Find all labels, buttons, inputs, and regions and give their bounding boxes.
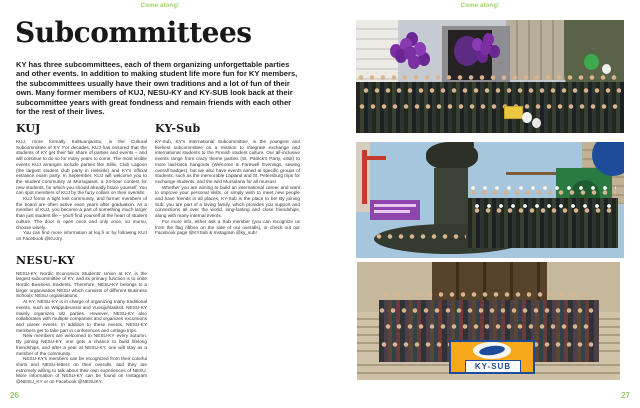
column-right	[155, 122, 300, 385]
text-columns	[16, 122, 300, 385]
paragraph: KUJ forms a tight knit community, and former members of the board are often active even years after graduation. As a member of KUJ, you become a part of something much larger than just student life – you'll find yourself at the heart of student culture. The door is open once and only once, so mursu, choose wisely.	[16, 196, 147, 230]
crowd-heads-row	[383, 292, 595, 299]
paragraph: NESU-KY, Nordic Economics Students' Union at KY, is the largest subcommittee of KY, and its primary function is to unite Nordic Business Students. Therefore, NESU-KY belongs to a larger organisation NESU which consists of different Business Schools' NESU organisations.	[16, 270, 147, 299]
kuj-crowd-photo	[356, 20, 624, 133]
crane-arm	[362, 156, 386, 160]
paragraph: KY-Sub, KY's International Subcommittee, is the youngest and liveliest subcommittee on a mission to integrate exchange and international students to the Finnish student culture. Our all-inclusive events range from crazy theme parties (St. Patrick's Party, sitsit) to more laid-back hangouts (Welcome & Farewell Evenings, sewing overall badges), but we also have events aimed at specific groups of students, such as the memorable Lapland and St. Petersburg trips for exchange students, and the wild Mursulana for all mursus!	[155, 139, 300, 184]
fountain-photo	[356, 142, 624, 258]
running-header: Come along!	[460, 3, 500, 9]
paragraph: You can find more information at kuj.fi or by following KUJ on Facebook @KUJry.	[16, 230, 147, 241]
purple-balloon-cluster	[404, 46, 416, 60]
section-heading-kuj: KUJ	[16, 122, 41, 135]
page-right	[320, 0, 640, 408]
section-ky-sub	[155, 122, 300, 236]
green-balloon	[584, 54, 599, 70]
ky-sub-group-photo	[357, 262, 620, 380]
paragraph: NESU-KY's members can be recognized from their colorful shirts and NESU-letters on their overalls, and they are extremely willing to talk about their own experiences of NESU. More information of NESU-KY can be found on Instagram @NESU_KY or on Facebook @NESUKY.	[16, 356, 147, 385]
intro-paragraph: KY has three subcommittees, each of them organizing unforgettable parties and other events. In addition to making student life more fun for KY members, the subcommittees usually have their own traditions and a lot of fun of their own. Many former members of KUJ, NESU-KY and KY-SUB look back at their subcommittee years with great fondness and remain friends with each other for the rest of their lives.	[16, 60, 298, 117]
paragraph: New members are welcomed to NESU-KY every autumn. By joining NESU-KY, one gets a chance to build lifelong friendships, and after a year at NESU-KY, one will stay as a member of the community.	[16, 333, 147, 356]
paragraph: At KY, NESU-KY is in charge of organizing many traditional events, such as Wappubrunssi and Vuosijuhlasitsit. NESU-KY mainly organizes sitz parties. However, NESU-KY also collaborates with multiple companies and organizes excursions and career events. In addition to these events, NESU-KY members get to take part in conferences and cottage trips.	[16, 299, 147, 333]
crowd-heads-row	[385, 324, 593, 331]
column-left	[16, 122, 147, 385]
crowd-heads-row	[533, 342, 597, 349]
section-kuj	[16, 122, 147, 242]
running-header: Come along!	[140, 3, 180, 9]
white-balloon	[532, 118, 541, 128]
flag-text: KY-SUB	[465, 360, 521, 373]
crowd-heads-row	[470, 190, 616, 197]
truck-decoration	[454, 36, 480, 66]
white-balloon	[522, 112, 532, 123]
crowd-heads-row	[376, 234, 466, 241]
page-title: Subcommittees	[15, 16, 252, 49]
yellow-sign	[504, 106, 523, 119]
crowd-heads-row	[474, 208, 614, 215]
page-number-left: 26	[10, 391, 19, 400]
section-heading-nesu-ky: NESU-KY	[16, 253, 75, 267]
fountain-pedestal	[434, 168, 468, 228]
paragraph: KUJ, more formally Kulttuurijaosto, is the Cultural Subcommittee of KY. For decades, KUJ has ensured that the students of KY get their fair share of parties and events – and will continue to do so for many years to come. The most visible events KUJ arranges include parties like Sillis, Club Lagoon (the largest student club party in Helsinki) and KY's official entrance exam party. In September, KUJ will welcome you to the student community at Mursujaiset, a 24-hour contest for new students, for which you should already brace yourself. You can spot members of KUJ by the furry collars on their overalls.	[16, 139, 147, 196]
white-balloon	[602, 64, 611, 74]
building-middle	[506, 20, 568, 80]
crowd-heads-row	[363, 88, 621, 95]
page-number-right: 27	[621, 391, 630, 400]
banner-text-line	[374, 210, 410, 213]
purple-balloon-cluster	[480, 42, 491, 55]
crowd-heads-row	[379, 308, 597, 315]
banner-text-line	[374, 204, 416, 207]
crowd-heads-row	[381, 342, 451, 349]
crowd-heads-row	[359, 104, 621, 111]
section-nesu-ky	[16, 254, 147, 385]
paragraph: Whether you are aiming to build an international career and want to improve your personal skills, or simply wish to meet new people and have friends in all places, KY-Sub is the place to be! By joining Sub, you are part of a loving family, which provides you support and connections all over the world, long-lasting and close friendships, along with many internal events.	[155, 184, 300, 219]
paragraph: For more info, either ask a Sub member (you can recognize us from the flag ribbon on the side of our overalls), or check out our Facebook page @KYSub & Instagram @ky_sub!	[155, 218, 300, 236]
flag-pole	[506, 172, 558, 175]
crowd-heads-row	[358, 75, 622, 82]
section-heading-ky-sub: KY-Sub	[155, 122, 201, 135]
